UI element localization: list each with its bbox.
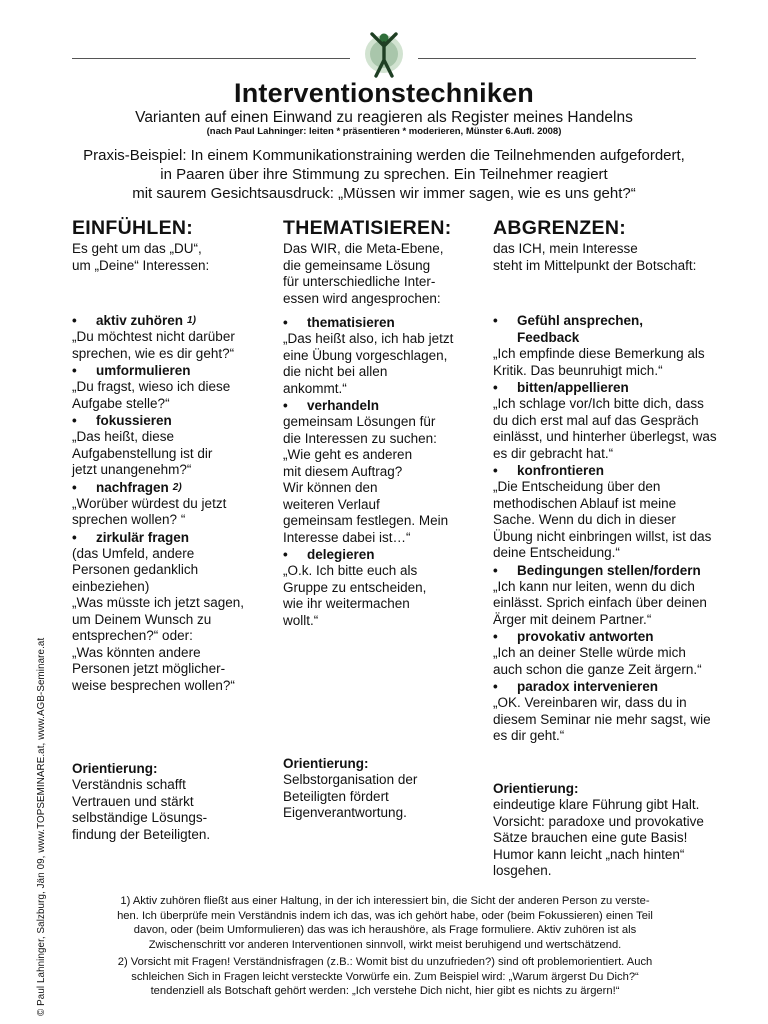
example-line: sprechen, wie es dir geht?“: [72, 345, 235, 361]
page-title: Interventionstechniken: [234, 78, 534, 108]
technique-label: konfrontieren: [517, 463, 605, 478]
technique-item: [72, 529, 268, 695]
example-line: „Du möchtest nicht darüber: [72, 329, 235, 344]
technique-item: [493, 562, 733, 629]
example-line: „Ich kann nur leiten, wenn du dich: [493, 578, 695, 594]
column-abgrenzen: [493, 216, 733, 745]
example-line: Personen gedanklich: [72, 562, 199, 577]
technique-item: [493, 678, 733, 745]
footnotes: [70, 894, 700, 1002]
example-line: „O.k. Ich bitte euch als: [283, 563, 418, 578]
example-line: „Was könnten andere: [72, 644, 201, 660]
example-line: Personen jetzt möglicher-: [72, 661, 226, 676]
page-subtitle: Varianten auf einen Einwand zu reagieren als Register meines Handelns: [135, 109, 633, 126]
technique-example: [283, 331, 475, 397]
example-line: die Interessen zu suchen:: [283, 430, 437, 446]
orientation-title: Orientierung:: [283, 756, 369, 771]
technique-item: [493, 628, 733, 678]
example-line: „Wie geht es anderen: [283, 447, 413, 462]
technique-example: [72, 429, 268, 479]
bullet-icon: •: [493, 380, 498, 395]
column-einfuehlen: [72, 216, 268, 694]
orientation-text: [283, 772, 475, 822]
example-line: „OK. Vereinbaren wir, dass du in: [493, 695, 687, 710]
technique-item: [72, 412, 268, 479]
technique-label: fokussieren: [96, 413, 172, 428]
desc-line: das ICH, mein Interesse: [493, 241, 638, 256]
footnote-ref: 2): [172, 481, 182, 493]
technique-label: Bedingungen stellen/fordern: [517, 562, 701, 578]
technique-item: [72, 312, 268, 362]
copyright-sidebar: © Paul Lahninger, Salzburg, Jän 09, www.TOPSEMINARE.at, www.AGB-Seminare.at: [36, 637, 47, 1016]
technique-example: [493, 579, 733, 629]
technique-label: bitten/appellieren: [517, 380, 629, 395]
technique-example: [493, 479, 733, 562]
desc-line: um „Deine“ Interessen:: [72, 257, 210, 273]
orientation-line: findung der Beteiligten.: [72, 826, 211, 842]
orientation-line: losgehen.: [493, 863, 552, 878]
example-line: Ärger mit deinem Partner.“: [493, 611, 652, 627]
example-line: einlässt. Sprich einfach über deinen: [493, 595, 707, 610]
example-line: methodischen Ablauf ist meine: [493, 495, 677, 511]
example-line: auch schon die ganze Zeit ärgern.“: [493, 661, 702, 677]
example-line: „Ich an deiner Stelle würde mich: [493, 645, 686, 660]
technique-item: [72, 362, 268, 412]
technique-label: provokativ antworten: [517, 629, 654, 644]
technique-list: [493, 312, 733, 745]
example-line: es dir geht.“: [493, 728, 565, 743]
example-line: „Die Entscheidung über den: [493, 479, 661, 494]
bullet-icon: •: [72, 363, 77, 378]
bullet-icon: •: [283, 398, 288, 413]
desc-line: steht im Mittelpunkt der Botschaft:: [493, 257, 697, 273]
technique-example: [283, 563, 475, 629]
header-rule-right: [418, 58, 696, 59]
column-description: [72, 241, 268, 274]
footnote-2: [70, 955, 700, 999]
example-line: „Das heißt, diese: [72, 429, 175, 444]
example-line: wie ihr weitermachen: [283, 596, 410, 611]
example-line: die nicht bei allen: [283, 364, 388, 379]
footnote-line: tendenziell als Botschaft gehört werden: „Ich verstehe Dich nicht, hier gibt es nichts zu ärgern!“: [150, 985, 620, 997]
technique-example: [493, 645, 733, 678]
bullet-icon: •: [72, 479, 77, 495]
example-line: diesem Seminar nie mehr sagst, wie: [493, 711, 711, 727]
example-line: um Deinem Wunsch zu: [72, 611, 212, 627]
technique-example: [493, 346, 733, 379]
example-line: weiteren Verlauf: [283, 496, 380, 512]
technique-label: verhandeln: [307, 398, 380, 413]
intro-line: in Paaren über ihre Stimmung zu sprechen. Ein Teilnehmer reagiert: [160, 166, 608, 183]
footnote-line: schleichen Sich in Fragen leicht versteckte Vorwürfe ein. Zum Beispiel wird: „Warum ärgerst Du Dich?“: [131, 970, 639, 983]
example-line: „Ich schlage vor/Ich bitte dich, dass: [493, 396, 704, 411]
technique-item: [283, 314, 475, 397]
technique-example: [283, 414, 475, 546]
desc-line: essen wird angesprochen:: [283, 290, 441, 306]
example-line: „Du fragst, wieso ich diese: [72, 379, 231, 394]
technique-label: zirkulär fragen: [96, 529, 190, 545]
column-heading: THEMATISIEREN:: [283, 217, 452, 239]
technique-label: delegieren: [307, 547, 375, 562]
desc-line: Das WIR, die Meta-Ebene,: [283, 241, 444, 256]
bullet-icon: •: [72, 313, 77, 328]
technique-item: [493, 462, 733, 562]
technique-label: nachfragen: [96, 479, 169, 495]
orientation-line: Eigenverantwortung.: [283, 805, 407, 820]
example-line: es dir gebracht hat.“: [493, 445, 614, 461]
example-line: du dich erst mal auf das Gespräch: [493, 412, 699, 428]
technique-item: [283, 397, 475, 546]
orientation-line: Beteiligten fördert: [283, 788, 389, 804]
bullet-icon: •: [493, 679, 498, 694]
intro-line: mit saurem Gesichtsausdruck: „Müssen wir immer sagen, wie es uns geht?“: [132, 185, 636, 202]
orientation-text: [72, 777, 268, 843]
example-line: sprechen wollen? “: [72, 512, 186, 527]
orientation-einfuehlen: [72, 760, 268, 843]
footnote-line: 1) Aktiv zuhören fließt aus einer Haltung, in der ich interessiert bin, die Sicht der anderen Person zu verste-: [120, 895, 650, 907]
technique-list: [283, 314, 475, 629]
orientation-line: Vertrauen und stärkt: [72, 793, 194, 809]
bullet-icon: •: [493, 313, 498, 328]
example-line: gemeinsam festlegen. Mein: [283, 513, 449, 528]
technique-label: Gefühl ansprechen,: [517, 313, 644, 328]
technique-label-cont: Feedback: [517, 330, 580, 345]
orientation-title: Orientierung:: [493, 781, 579, 796]
technique-label: aktiv zuhören: [96, 313, 184, 328]
footnote-ref: 1): [187, 315, 196, 326]
bullet-icon: •: [493, 629, 498, 644]
technique-label: umformulieren: [96, 363, 191, 378]
orientation-line: Verständnis schafft: [72, 777, 186, 792]
desc-line: für unterschiedliche Inter-: [283, 274, 436, 289]
bullet-icon: •: [493, 562, 498, 578]
column-thematisieren: [283, 216, 475, 629]
orientation-line: Sätze brauchen eine gute Basis!: [493, 830, 688, 845]
bullet-icon: •: [493, 463, 498, 478]
intro-line: Praxis-Beispiel: In einem Kommunikationstraining werden die Teilnehmenden aufgefordert,: [83, 147, 685, 164]
example-line: ankommt.“: [283, 380, 347, 396]
desc-line: Es geht um das „DU“,: [72, 241, 202, 256]
example-line: Wir können den: [283, 480, 378, 495]
example-line: Gruppe zu entscheiden,: [283, 579, 427, 595]
orientation-line: Vorsicht: paradoxe und provokative: [493, 813, 704, 829]
orientation-line: selbständige Lösungs-: [72, 810, 208, 825]
footnote-line: davon, oder (beim Umformulieren) das was ich heraushöre, als Frage formuliere. Aktiv zuhören ist als: [133, 924, 637, 936]
example-line: Kritik. Das beunruhigt mich.“: [493, 362, 663, 378]
technique-example: [493, 695, 733, 745]
bullet-icon: •: [72, 413, 77, 428]
orientation-title: Orientierung:: [72, 761, 158, 776]
example-line: „Worüber würdest du jetzt: [72, 495, 227, 511]
technique-example: [72, 546, 268, 695]
example-line: mit diesem Auftrag?: [283, 463, 403, 479]
technique-example: [72, 379, 268, 412]
example-line: (das Umfeld, andere: [72, 545, 195, 561]
technique-label: thematisieren: [307, 315, 395, 330]
example-line: entsprechen?“ oder:: [72, 628, 193, 643]
person-logo-icon: [358, 30, 410, 78]
technique-item: [493, 379, 733, 462]
header-rule-left: [72, 58, 350, 59]
desc-line: die gemeinsame Lösung: [283, 257, 431, 273]
technique-example: [72, 496, 268, 529]
example-line: „Was müsste ich jetzt sagen,: [72, 595, 245, 610]
example-line: Übung nicht einbringen willst, ist das: [493, 528, 712, 544]
example-line: „Ich empfinde diese Bemerkung als: [493, 346, 705, 361]
orientation-thematisieren: [283, 755, 475, 822]
example-line: wollt.“: [283, 612, 319, 628]
example-line: Aufgabenstellung ist dir: [72, 445, 213, 461]
example-line: einbeziehen): [72, 578, 150, 594]
column-heading: EINFÜHLEN:: [72, 217, 194, 239]
example-line: „Das heißt also, ich hab jetzt: [283, 331, 454, 346]
technique-item: [283, 546, 475, 629]
technique-list: [72, 312, 268, 694]
example-line: Sache. Wenn du dich in dieser: [493, 512, 676, 527]
orientation-line: eindeutige klare Führung gibt Halt.: [493, 797, 700, 812]
orientation-line: Humor kann leicht „nach hinten“: [493, 846, 685, 862]
bullet-icon: •: [283, 315, 288, 330]
column-heading: ABGRENZEN:: [493, 217, 626, 239]
example-line: weise besprechen wollen?“: [72, 677, 235, 693]
orientation-text: [493, 797, 733, 880]
footnote-line: 2) Vorsicht mit Fragen! Verständnisfragen (z.B.: Womit bist du unzufrieden?) sind oft problemorientiert. Auch: [117, 956, 653, 968]
column-description: [493, 241, 733, 274]
example-line: Interesse dabei ist…“: [283, 529, 411, 545]
footnote-1: [70, 894, 700, 952]
practice-example: [40, 146, 728, 203]
source-note: (nach Paul Lahninger: leiten * präsentieren * moderieren, Münster 6.Aufl. 2008): [206, 126, 562, 137]
footnote-line: Zwischenschritt vor anderen Interventionen sinnvoll, wirkt meist beruhigend und wertschätzend.: [148, 938, 622, 951]
technique-item: [493, 312, 733, 379]
example-line: gemeinsam Lösungen für: [283, 414, 436, 429]
column-description: [283, 241, 475, 307]
footnote-line: hen. Ich überprüfe mein Verständnis indem ich das, was ich gehört habe, oder (beim Fokussieren) einen Teil: [117, 909, 653, 922]
technique-example: [493, 396, 733, 462]
example-line: deine Entscheidung.“: [493, 545, 620, 560]
orientation-line: Selbstorganisation der: [283, 772, 418, 787]
bullet-icon: •: [72, 529, 77, 545]
technique-example: [72, 329, 268, 362]
example-line: jetzt unangenehm?“: [72, 462, 192, 477]
example-line: einlässt, und hinterher überlegst, was: [493, 429, 717, 444]
example-line: eine Übung vorgeschlagen,: [283, 347, 448, 363]
orientation-abgrenzen: [493, 780, 733, 880]
technique-label: paradox intervenieren: [517, 679, 659, 694]
technique-item: [72, 479, 268, 529]
bullet-icon: •: [283, 547, 288, 562]
example-line: Aufgabe stelle?“: [72, 395, 170, 411]
